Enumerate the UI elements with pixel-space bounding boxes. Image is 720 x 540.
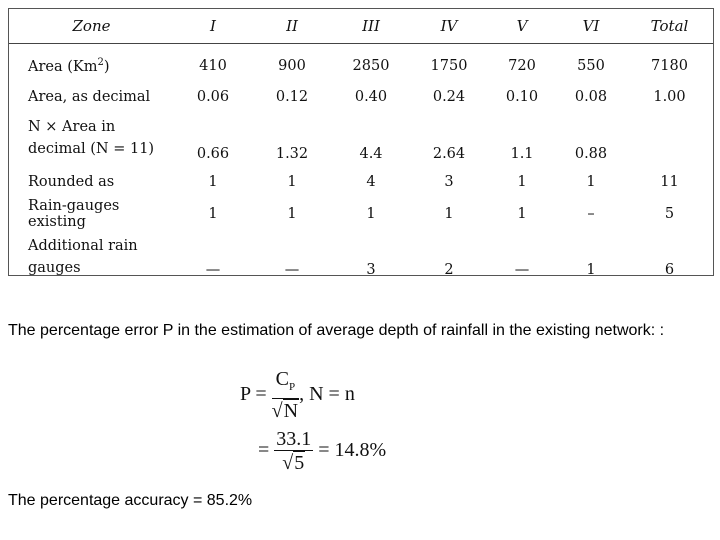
formula-denominator: √N bbox=[271, 400, 299, 422]
table-cell: 0.06 bbox=[196, 89, 230, 105]
formula-fraction bbox=[272, 368, 299, 423]
table-cell: 0.12 bbox=[275, 89, 309, 105]
table-cell: 1750 bbox=[430, 58, 468, 74]
table-cell: 0.10 bbox=[505, 89, 539, 105]
table-cell: – bbox=[587, 206, 595, 222]
table-cell: 1.1 bbox=[510, 146, 534, 162]
header-zone: Zone bbox=[9, 9, 174, 44]
header-zone-iii: III bbox=[332, 9, 410, 44]
table-cell bbox=[626, 110, 713, 166]
formula2-result: = 14.8% bbox=[318, 439, 387, 462]
header-zone-v: V bbox=[488, 9, 556, 44]
table-cell: 1 bbox=[517, 174, 527, 190]
formula-lhs: P = bbox=[240, 383, 267, 406]
formula-error bbox=[240, 368, 355, 423]
rain-gauge-table bbox=[9, 9, 713, 284]
table-cell: 0.08 bbox=[574, 89, 608, 105]
formula-numerator: $C_P$ bbox=[272, 368, 299, 399]
table-cell: 1 bbox=[517, 206, 527, 222]
formula2-denominator: √5 bbox=[282, 452, 305, 474]
table-cell: 410 bbox=[199, 58, 227, 74]
table-cell: 1 bbox=[366, 206, 376, 222]
formula-substitution bbox=[258, 428, 386, 475]
table-cell: 0.88 bbox=[574, 146, 608, 162]
table-cell: 2.64 bbox=[432, 146, 466, 162]
table-cell: 1 bbox=[208, 206, 218, 222]
table-cell: 6 bbox=[664, 262, 675, 278]
table-cell: — bbox=[205, 262, 221, 278]
accuracy-paragraph: The percentage accuracy = 85.2% bbox=[8, 492, 253, 509]
formula2-equals: = bbox=[258, 439, 270, 462]
table-cell: 550 bbox=[577, 58, 605, 74]
table-cell: 4.4 bbox=[359, 146, 383, 162]
table-cell: 1.32 bbox=[275, 146, 309, 162]
formula2-numerator: 33.1 bbox=[276, 428, 312, 450]
table-cell: — bbox=[284, 262, 300, 278]
row-label-rain-gauges-existing: Rain-gauges existing bbox=[28, 198, 120, 230]
table-cell: 1 bbox=[208, 174, 218, 190]
table-cell: 900 bbox=[278, 58, 306, 74]
table-row bbox=[9, 198, 713, 230]
table-cell: 0.66 bbox=[196, 146, 230, 162]
table-cell: 2850 bbox=[352, 58, 390, 74]
table-cell: 4 bbox=[366, 174, 376, 190]
row-label-additional-rain-gauges: Additional rain gauges bbox=[28, 238, 138, 276]
table-cell: 1 bbox=[444, 206, 454, 222]
table-row bbox=[9, 230, 713, 284]
table-cell: 1 bbox=[287, 206, 297, 222]
header-zone-vi: VI bbox=[556, 9, 626, 44]
table-row bbox=[9, 166, 713, 198]
row-label-area: Area (Km$^2$) bbox=[28, 57, 110, 75]
table-cell: 720 bbox=[508, 58, 536, 74]
table-cell: 3 bbox=[444, 174, 454, 190]
formula-tail: , N = n bbox=[299, 383, 355, 406]
table-cell: 1 bbox=[287, 174, 297, 190]
row-label-rounded: Rounded as bbox=[28, 174, 115, 190]
table-cell: 5 bbox=[664, 206, 675, 222]
radical-sign: √ bbox=[282, 452, 294, 474]
header-total: Total bbox=[626, 9, 713, 44]
table-cell: — bbox=[514, 262, 530, 278]
table-cell: 1 bbox=[586, 262, 596, 278]
table-cell: 1 bbox=[586, 174, 596, 190]
header-zone-iv: IV bbox=[410, 9, 488, 44]
table-row bbox=[9, 110, 713, 166]
table-cell: 7180 bbox=[651, 58, 688, 74]
intro-paragraph: The percentage error P in the estimation of average depth of rainfall in the existing network: : bbox=[8, 322, 665, 339]
table-cell: 1.00 bbox=[653, 89, 686, 105]
row-label-area-decimal: Area, as decimal bbox=[28, 89, 151, 105]
zone-table-box bbox=[8, 8, 714, 276]
table-cell: 0.40 bbox=[354, 89, 388, 105]
header-zone-i: I bbox=[174, 9, 252, 44]
table-cell: 11 bbox=[660, 174, 679, 190]
header-zone-ii: II bbox=[252, 9, 332, 44]
row-label-n-times-area: N × Area in decimal (N = 11) bbox=[28, 119, 155, 157]
table-header-row bbox=[9, 9, 713, 44]
formula2-fraction bbox=[274, 428, 313, 475]
table-cell: 0.24 bbox=[432, 89, 466, 105]
table-cell: 2 bbox=[444, 262, 454, 278]
table-row bbox=[9, 84, 713, 110]
radical-sign: √ bbox=[271, 400, 283, 422]
table-cell: 3 bbox=[366, 262, 376, 278]
table-row bbox=[9, 44, 713, 85]
